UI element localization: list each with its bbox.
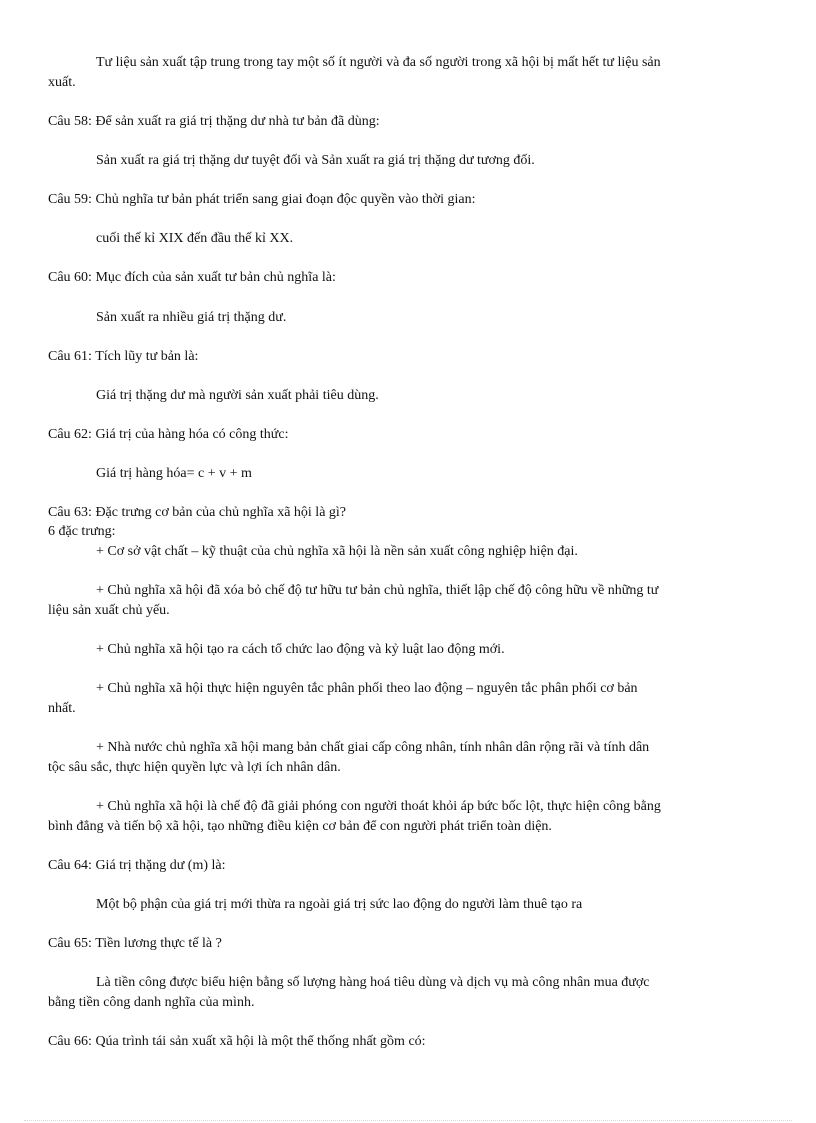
question-60: Câu 60: Mục đích của sản xuất tư bản chủ nghĩa là: [48, 270, 336, 285]
question-61: Câu 61: Tích lũy tư bản là: [48, 349, 199, 364]
answer-63-point-6-line-1: + Chủ nghĩa xã hội là chế độ đã giải phóng con người thoát khỏi áp bức bốc lột, thực hiện công bằng [96, 799, 661, 814]
answer-60: Sản xuất ra nhiều giá trị thặng dư. [96, 310, 287, 325]
answer-64: Một bộ phận của giá trị mới thừa ra ngoài giá trị sức lao động do người làm thuê tạo ra [96, 897, 583, 912]
question-66: Câu 66: Qúa trình tái sản xuất xã hội là một thể thống nhất gồm có: [48, 1034, 426, 1049]
question-63: Câu 63: Đặc trưng cơ bản của chủ nghĩa xã hội là gì? [48, 505, 347, 520]
page-bottom-rule [24, 1120, 792, 1121]
answer-59: cuối thế kỉ XIX đến đầu thế kỉ XX. [96, 231, 294, 246]
answer-63-point-5-line-1: + Nhà nước chủ nghĩa xã hội mang bản chất giai cấp công nhân, tính nhân dân rộng rãi và tính dân [96, 740, 650, 755]
answer-65-line-1: Là tiền công được biểu hiện bằng số lượng hàng hoá tiêu dùng và dịch vụ mà công nhân mua được [96, 975, 650, 990]
answer-57-line-2: xuất. [48, 75, 76, 90]
answer-65-line-2: bằng tiền công danh nghĩa của mình. [48, 995, 255, 1010]
question-62: Câu 62: Giá trị của hàng hóa có công thức: [48, 427, 289, 442]
question-64: Câu 64: Giá trị thặng dư (m) là: [48, 858, 226, 873]
answer-63-point-5-line-2: tộc sâu sắc, thực hiện quyền lực và lợi ích nhân dân. [48, 760, 341, 775]
answer-63-point-2-line-2: liệu sản xuất chủ yếu. [48, 603, 170, 618]
question-58: Câu 58: Để sản xuất ra giá trị thặng dư nhà tư bản đã dùng: [48, 114, 380, 129]
answer-63-point-4-line-2: nhất. [48, 701, 76, 716]
answer-63-point-4-line-1: + Chủ nghĩa xã hội thực hiện nguyên tắc phân phối theo lao động – nguyên tắc phân phối cơ bản [96, 681, 638, 696]
question-59: Câu 59: Chủ nghĩa tư bản phát triển sang giai đoạn độc quyền vào thời gian: [48, 192, 476, 207]
answer-62: Giá trị hàng hóa= c + v + m [96, 466, 252, 481]
answer-57-line-1: Tư liệu sản xuất tập trung trong tay một số ít người và đa số người trong xã hội bị mất hết tư liệu sản [96, 55, 661, 70]
answer-63-point-1: + Cơ sở vật chất – kỹ thuật của chủ nghĩa xã hội là nền sản xuất công nghiệp hiện đại. [96, 544, 578, 559]
answer-63-point-3: + Chủ nghĩa xã hội tạo ra cách tổ chức lao động và kỷ luật lao động mới. [96, 642, 505, 657]
answer-63-intro: 6 đặc trưng: [48, 524, 116, 539]
answer-61: Giá trị thặng dư mà người sản xuất phải tiêu dùng. [96, 388, 379, 403]
question-65: Câu 65: Tiền lương thực tế là ? [48, 936, 222, 951]
answer-63-point-2-line-1: + Chủ nghĩa xã hội đã xóa bỏ chế độ tư hữu tư bản chủ nghĩa, thiết lập chế độ công hữu về những tư [96, 583, 659, 598]
answer-58: Sản xuất ra giá trị thặng dư tuyệt đối và Sản xuất ra giá trị thặng dư tương đối. [96, 153, 535, 168]
answer-63-point-6-line-2: bình đẳng và tiến bộ xã hội, tạo những điều kiện cơ bản để con người phát triển toàn diện. [48, 819, 552, 834]
